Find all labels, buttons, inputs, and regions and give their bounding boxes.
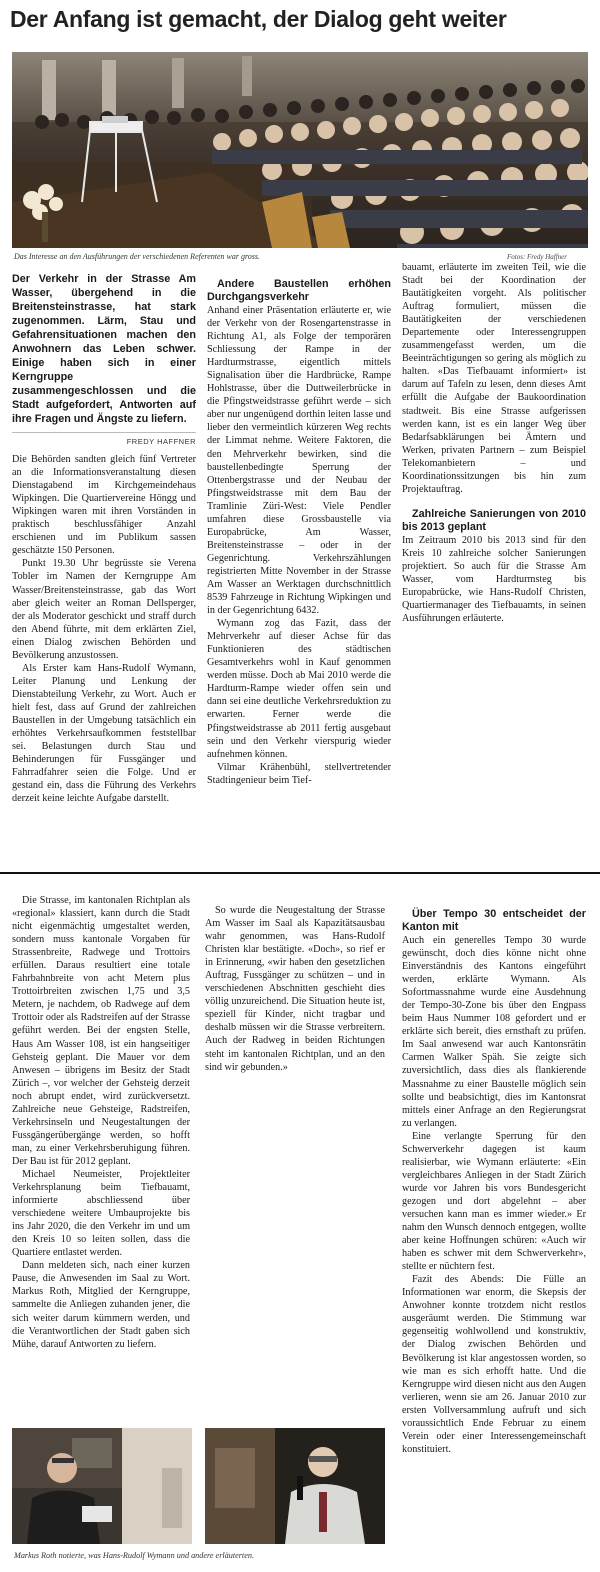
paragraph: Fazit des Abends: Die Fülle an Informationen war enorm, die Skepsis der Anwohner konnte trotzdem nicht restlos ausgeräumt werden. Die Stimmung war gegenseitig wohlwollend und konstruktiv, der Dialog zwischen Behörden und Bevölkerung ist klar angestossen worden, so wie man es sich erhofft hatte. Und die Kerngruppe wird diesen nicht aus den Augen verlieren, wenn sie am 26. Januar 2010 zur ersten Vollversammlung aufruft und sich voraussichtlich Ende Februar zu einem Verein oder einer Interessengemeinschaft konstituiert. (402, 1274, 586, 1455)
photo-markus-roth (12, 1428, 192, 1544)
paragraph: Anhand einer Präsentation erläuterte er, wie der Verkehr von der Rosengartenstrasse in Richtung A1, als Folge der temporären Schliessung der Rampe in der Hardturmstrasse, eigentlich mittels Signalisation über die Hardbrücke, Rampe Hohlstrasse, über die Duttweilerbrücke in die Pfingstweidstrasse geführt werde – sich aber nur ungenügend dorthin leiten lasse und lieber den vermeintlich kürzeren Weg rechts der Limmat nehme. Weitere Faktoren, die den Mehrverkehr bewirken, sind die baustellenbedingte Sperrung der Ottenbergstrasse und der Neubau der Pfingstweidstrasse mit dem Bau der Tramlinie Züri-West: Viele Pendler umfahren diese Grossbaustelle via Europabrücke, Am Wasser, Breitensteinstrasse – oder in der Gegenrichtung. Verkehrszählungen registrierten Mitte November in der Strasse Am Wasser an Werktagen durchschnittlich 8539 Fahrzeuge in Richtung Wipkingen und in der Gegenrichtung 6432. (207, 305, 391, 617)
headline: Der Anfang ist gemacht, der Dialog geht weiter (10, 6, 507, 32)
paragraph: bauamt, erläuterte im zweiten Teil, wie die Stadt bei der Koordination der Bautätigkeiten vorgeht. Als politischer Auftrag formuliert, müssen die Bautätigkeiten der verschiedenen Departemente oder Interessengruppen zusammengefasst werden, um die Beeinträchtigungen so gering als möglich zu halten. «Das Tiefbauamt informiert» ist darum auf Tafeln zu lesen, denn dieses Amt erfüllt die Aufgabe der Baukoordination stadtweit. Bis eine Strasse aufgerissen werden kann, ist es ein langer Weg über Bedarfsabklärungen bei Ämtern und Werken, privaten Partnern – zum Beispiel Telekomanbietern – und Koordinationssitzungen bis hin zum Projektauftrag. (402, 262, 586, 495)
paragraph: Eine verlangte Sperrung für den Schwerverkehr dagegen ist kaum realisierbar, wie Wymann erläuterte: «Ein vergleichbares Anliegen in der Stadt Zürich wurde vor Jahren bis vors Bundesgericht gezogen und dort abgelehnt – aber versuchen kann man es immer wieder.» Er nahm den Wunsch dennoch entgegen, wollte aber keine Hoffnungen schüren: «Auch wir haben es schwer mit dem Schwerverkehr», stellte er nüchtern fest. (402, 1130, 586, 1273)
article-lead: Der Verkehr in der Strasse Am Wasser, übergehend in die Breitensteinstrasse, hat stark zugenommen. Lärm, Stau und Gefahrensituationen machen den Anwohnern das Leben schwer. Einige haben sich in einer Kerngruppe zusammengeschlossen und die Stadt aufgefordert, Antworten auf ihre Fragen und Ängste zu liefern. (12, 273, 196, 425)
photo-hans-rudolf-wymann (205, 1428, 385, 1544)
bottom-caption: Markus Roth notierte, was Hans-Rudolf Wymann und andere erläuterten. (14, 1551, 254, 1560)
column-4 (12, 894, 190, 1351)
section-divider (0, 872, 600, 874)
paragraph: Die Strasse, im kantonalen Richtplan als «regional» klassiert, kann durch die Stadt nicht eigenmächtig umgestaltet werden, sondern muss kantonale Vorgaben für Strassenbreite, Radwege und Trottoirs erfüllen. Daraus resultiert eine totale Fahrbahnbreite von acht Metern plus Trottoirbreiten zwischen 1,75 und 3,5 Metern, je nachdem, ob Radwege auf dem Trottoir oder als Radstreifen auf der Strasse geführt werden. Bei der engsten Stelle, Haus Am Wasser 108, ist ein hangseitiger Gehsteig geplant. Die Mauer vor dem Anwesen – übrigens im Besitz der Stadt Zürich –, vor welcher der Gehsteig derzeit noch abrupt endet, wird zurückversetzt. Zahlreiche neue Gehsteige, Radstreifen, Verkehrsinseln und Neugestaltungen der Fussgängerübergänge werden, so hofft man, zu einer Verkehrsberuhigung führen. Der Bau ist für 2012 geplant. (12, 895, 190, 1167)
column-2 (207, 278, 391, 787)
paragraph: Vilmar Krähenbühl, stellvertretender Stadtingenieur beim Tief- (207, 761, 391, 786)
audience-photo-graphic (12, 52, 588, 248)
paragraph: Als Erster kam Hans-Rudolf Wymann, Leiter Planung und Lenkung der Dienstabteilung Verkehr, zu Wort. Auch er hielt fest, dass auf Grund der zahlreichen Baustellen in der Umgebung tatsächlich ein erhöhtes Verkehrsaufkommen feststellbar sei. Belastungen durch Stau und Behinderungen für Fussgänger und Fahrradfahrer seien die Folge. Und er gestand ein, dass die Führung des Verkehrs derzeit keine leichte Aufgabe darstellt. (12, 662, 196, 805)
subheading: Andere Baustellen erhöhen Durchgangsverkehr (207, 278, 391, 303)
byline: FREDY HAFFNER (12, 432, 196, 448)
column-3 (402, 261, 586, 625)
paragraph: Im Zeitraum 2010 bis 2013 sind für den Kreis 10 zahlreiche solcher Sanierungen projektiert. So auch für die Strasse Am Wasser, vom Hardturmsteg bis Europabrücke, wie Hans-Rudolf Christen, Quartiermanager des Tiefbauamts, in seinen Ausführungen erläuterte. (402, 534, 586, 625)
column-5 (205, 904, 385, 1074)
column-1 (12, 272, 196, 805)
paragraph: Die Behörden sandten gleich fünf Vertreter an die Informationsveranstaltung diesen Dienstagabend im Kirchgemeindehaus Wipkingen. Die Quartiervereine Höngg und Wipkingen waren mit ihren Vorständen in praktisch beschlussfähiger Anzahl erschienen und im Publikum sassen geschätzte 150 Personen. (12, 454, 196, 557)
audience-photo (12, 52, 588, 248)
subheading: Über Tempo 30 entscheidet der Kanton mit (402, 908, 586, 933)
paragraph: Punkt 19.30 Uhr begrüsste sie Verena Tobler im Namen der Kerngruppe Am Wasser/Breitensteinstrasse, gab das Wort aber gleich weiter an Roman Dellsperger, der als Moderator geschickt und straff durch den Abend führte, mit dem erklärten Ziel, einen Dialog zwischen Behörden und Bevölkerung anzustossen. (12, 558, 196, 661)
paragraph: So wurde die Neugestaltung der Strasse Am Wasser im Saal als Kapazitätsausbau wahr genommen, was Hans-Rudolf Christen klar bestätigte. «Doch», so rief er in Erinnerung, «wir haben den gesetzlichen Auftrag, Fussgänger zu schützen – und in verschiedenen Abschnitten geschieht dies völlig unzureichend. Die Situation heute ist, speziell für Kinder, nicht tragbar und deshalb müssen wir die Strasse verbreitern. Auch der Radweg in beiden Richtungen steht im kantonalen Richtplan, und an den sind wir gebunden.» (205, 905, 385, 1073)
photo-credit: Fotos: Fredy Haffner (507, 253, 568, 261)
photo-caption: Das Interesse an den Ausführungen der verschiedenen Referenten war gross. (14, 252, 261, 261)
paragraph: Wymann zog das Fazit, dass der Mehrverkehr auf dieser Achse für das Funktionieren des städtischen Gesamtverkehrs wohl in Kauf genommen werden müsse. Doch ab Mai 2010 werde die Hardturm-Rampe wieder offen sein und dann sei eine deutliche Verkehrsreduktion zu erwarten. Ferner werde die Pfingstweidstrasse ab 2011 fertig ausgebaut sein und den Verkehr vierspurig wieder aufnehmen können. (207, 618, 391, 760)
subheading: Zahlreiche Sanierungen von 2010 bis 2013 geplant (402, 507, 586, 533)
photo-hans-rudolf-wymann-graphic (205, 1428, 385, 1544)
paragraph: Auch ein generelles Tempo 30 wurde gewünscht, doch dies könne nicht ohne Einverständnis des Kantons eingeführt werden, erklärte Wymann. Als Sofortmassnahme wurde eine Ausdehnung der Tempo-30-Zone bis über den Engpass beim Haus Nummer 108 gefordert und er erklärte sich bereit, dies ernsthaft zu prüfen. Im Saal anwesend war auch Kantonsrätin Carmen Walker Späh. Sie zeigte sich zuversichtlich, dass dies als flankierende Massnahme zu einer Baustelle möglich sein sollte und beabsichtigt, dies im Kantonsrat mittels einer Anfrage an den Regierungsrat zu verlangen. (402, 935, 586, 1129)
paragraph: Dann meldeten sich, nach einer kurzen Pause, die Anwesenden im Saal zu Wort. Markus Roth, Mitglied der Kerngruppe, sammelte die Anliegen zuhanden jener, die sich weiter darum kümmern werden, und die Verantwortlichen der Stadt gaben sich Mühe, darauf Antworten zu liefern. (12, 1260, 190, 1350)
column-6 (402, 908, 586, 1456)
photo-markus-roth-graphic (12, 1428, 192, 1544)
paragraph: Michael Neumeister, Projektleiter Verkehrsplanung beim Tiefbauamt, informierte abschliessend über verschiedene weitere Umbauprojekte bis ins Jahr 2020, die den Verkehr im und um den Kreis 10 so leiten sollen, dass die Quartiere entlastet werden. (12, 1168, 190, 1259)
